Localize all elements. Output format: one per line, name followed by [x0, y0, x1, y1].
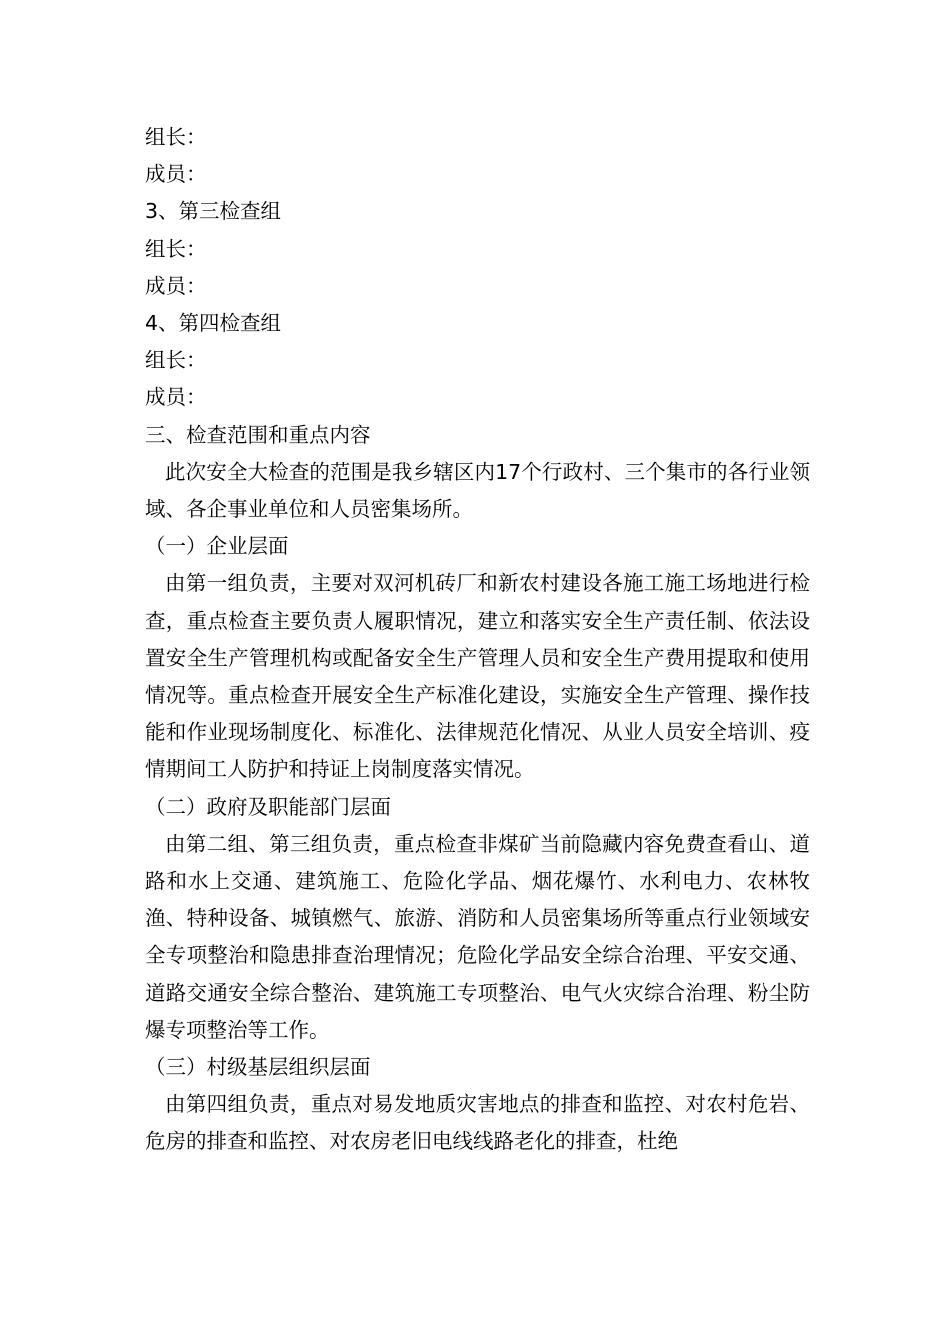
subsection-heading-government: （二）政府及职能部门层面 — [145, 794, 391, 819]
group-leader-label: 组长： — [145, 236, 207, 261]
section-heading-scope: 三、检查范围和重点内容 — [145, 422, 371, 447]
group-members-label: 成员： — [145, 162, 207, 187]
scope-paragraph: 此次安全大检查的范围是我乡辖区内17个行政村、三个集市的各行业领域、各企事业单位和人员密集场所。 — [145, 459, 810, 522]
group-members-label: 成员： — [145, 273, 207, 298]
group-leader-label: 组长： — [145, 125, 207, 149]
fourth-group-heading: 4、第四检查组 — [145, 311, 282, 336]
enterprise-paragraph: 由第一组负责，主要对双河机砖厂和新农村建设各施工施工场地进行检查，重点检查主要负责人履职情况，建立和落实安全生产责任制、依法设置安全生产管理机构或配备安全生产管理人员和安全生产费用提取和使用情况等。重点检查开展安全生产标准化建设，实施安全生产管理、操作技能和作业现场制度化、标准化、法律规范化情况、从业人员安全培训、疫情期间工人防护和持证上岗制度落实情况。 — [145, 571, 810, 782]
group-leader-label: 组长： — [145, 348, 207, 373]
group-members-label: 成员： — [145, 385, 207, 410]
third-group-heading: 3、第三检查组 — [145, 199, 282, 224]
subsection-heading-enterprise: （一）企业层面 — [145, 534, 289, 559]
document-body — [145, 119, 810, 1161]
village-paragraph: 由第四组负责，重点对易发地质灾害地点的排查和监控、对农村危岩、危房的排查和监控、对农房老旧电线线路老化的排查，杜绝 — [145, 1092, 810, 1154]
government-paragraph: 由第二组、第三组负责，重点检查非煤矿当前隐藏内容免费查看山、道路和水上交通、建筑施工、危险化学品、烟花爆竹、水利电力、农林牧渔、特种设备、城镇燃气、旅游、消防和人员密集场所等重点行业领域安全专项整治和隐患排查治理情况；危险化学品安全综合治理、平安交通、道路交通安全综合整治、建筑施工专项整治、电气火灾综合治理、粉尘防爆专项整治等工作。 — [145, 831, 810, 1042]
subsection-heading-village: （三）村级基层组织层面 — [145, 1055, 371, 1080]
